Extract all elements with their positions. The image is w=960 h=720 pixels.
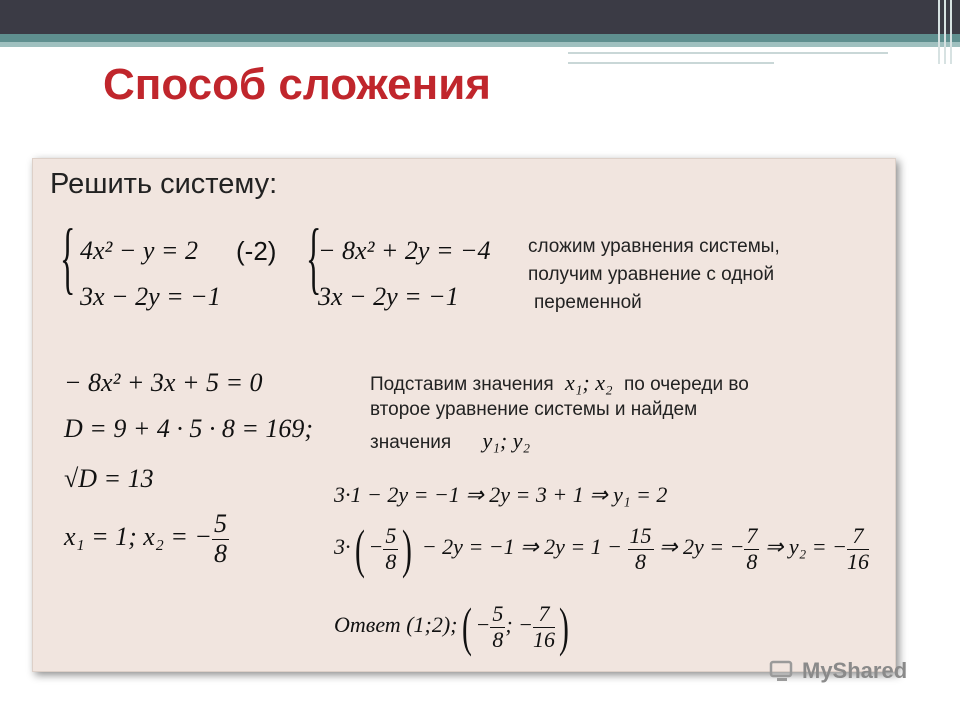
roots-text: x₁ = 1; x₂ = − bbox=[64, 522, 212, 552]
discriminant: D = 9 + 4 · 5 · 8 = 169; bbox=[64, 414, 314, 443]
note2-text: значения bbox=[370, 432, 452, 453]
discriminant-root: √D = 13 bbox=[64, 464, 154, 493]
decorative-vertical-line bbox=[950, 0, 952, 64]
note-line: сложим уравнения системы, bbox=[528, 236, 780, 257]
watermark: MyShared bbox=[802, 658, 908, 683]
fraction: $\frac{7}{8}$ bbox=[746, 523, 758, 574]
roots bbox=[64, 510, 229, 568]
task-heading: Решить систему: bbox=[50, 168, 278, 200]
header-stripe-light bbox=[0, 42, 960, 47]
slide-title: Способ сложения bbox=[103, 60, 491, 109]
roots-fraction: $\frac{5}{8}$ bbox=[213, 509, 227, 568]
note2-line-2: второе уравнение системы и найдем bbox=[370, 399, 698, 420]
header-bar bbox=[0, 0, 960, 34]
note2-variables-y: y₁; y₂ bbox=[482, 428, 531, 453]
fraction: $\frac{15}{8}$ bbox=[629, 523, 652, 574]
system1-equation-1: 4x² − y = 2 bbox=[80, 236, 198, 265]
quadratic-equation: − 8x² + 3x + 5 = 0 bbox=[64, 368, 263, 397]
decorative-vertical-line bbox=[944, 0, 946, 64]
system2-equation-2: 3x − 2y = −1 bbox=[318, 282, 459, 311]
decorative-line bbox=[568, 52, 888, 54]
header-stripe bbox=[0, 34, 960, 42]
system1-equation-2: 3x − 2y = −1 bbox=[80, 282, 221, 311]
multiplier-label: (-2) bbox=[236, 236, 277, 266]
solution-step-1: 3·1 − 2y = −1 ⇒ 2y = 3 + 1 ⇒ y₁ = 2 bbox=[334, 482, 668, 507]
answer: Ответ (1;2);( − $\frac{5}{8}$ ; − $\frac{7}{16}$ ) bbox=[334, 597, 569, 657]
watermark-icon bbox=[769, 660, 797, 684]
fraction: $\frac{7}{16}$ bbox=[846, 523, 869, 574]
system2-equation-1: − 8x² + 2y = −4 bbox=[318, 236, 491, 265]
note2-text: Подставим значения bbox=[370, 374, 554, 395]
note-line: получим уравнение с одной bbox=[528, 264, 775, 285]
note2-line-3 bbox=[370, 428, 530, 454]
note2-text: по очереди во bbox=[623, 374, 749, 395]
answer-label: Ответ bbox=[334, 612, 401, 638]
note2-line-1 bbox=[370, 370, 749, 396]
fraction: $\frac{5}{8}$ bbox=[492, 601, 504, 652]
system-brace: { bbox=[306, 214, 322, 302]
decorative-vertical-line bbox=[938, 0, 940, 64]
note-line: переменной bbox=[534, 292, 642, 313]
fraction: $\frac{7}{16}$ bbox=[533, 601, 556, 652]
system-brace: { bbox=[60, 214, 76, 302]
note2-variables-x: x₁; x₂ bbox=[565, 370, 613, 395]
solution-step-2: 3·( − $\frac{5}{8}$ ) − 2y = −1 ⇒ 2y = 1 − $\frac{15}{8}$ ⇒ 2y = − $\frac{7}{8}$ ⇒ y₂ = − $\frac{7}{16}$ bbox=[334, 519, 869, 579]
decorative-line bbox=[568, 62, 774, 64]
fraction: $\frac{5}{8}$ bbox=[385, 523, 397, 574]
